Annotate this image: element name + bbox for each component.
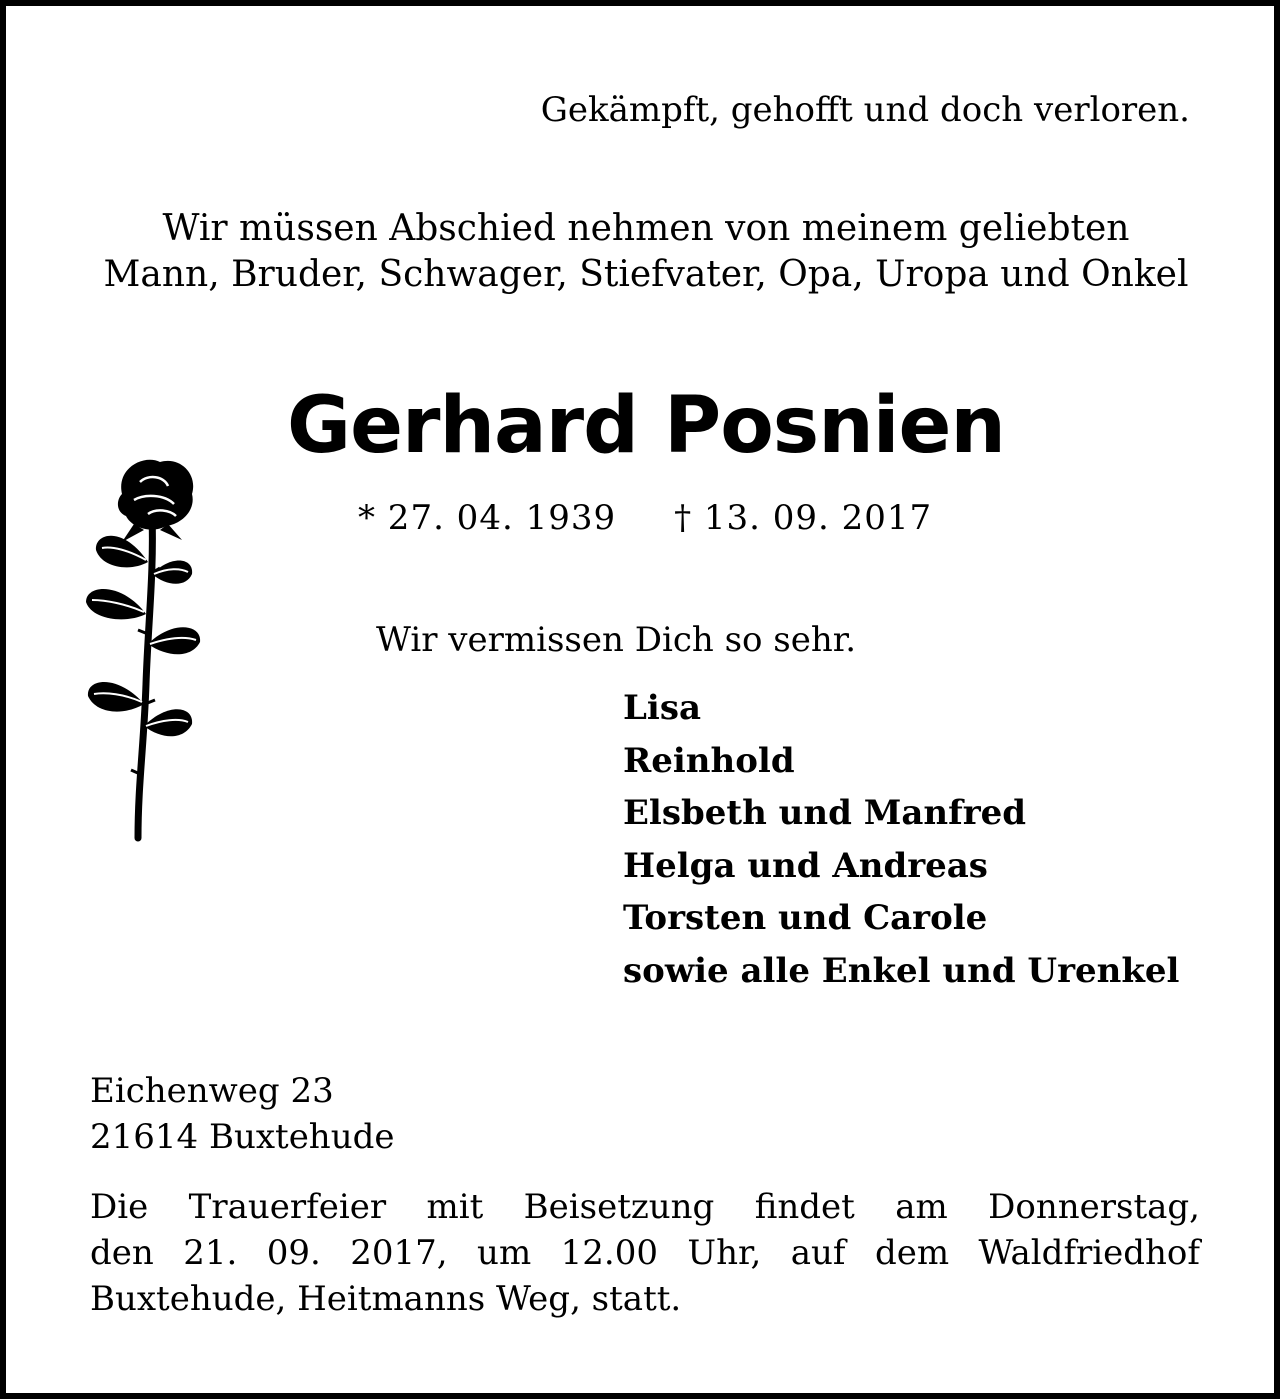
intro-line-1: Wir müssen Abschied nehmen von meinem geliebten	[162, 208, 1130, 249]
list-item: sowie alle Enkel und Urenkel	[623, 950, 1180, 991]
rose-icon	[82, 454, 208, 846]
address-city: 21614 Buxtehude	[90, 1117, 395, 1157]
farewell-intro	[86, 206, 1206, 298]
death-date: † 13. 09. 2017	[674, 498, 933, 538]
ceremony-line-1: Die Trauerfeier mit Beisetzung findet am Donnerstag,	[90, 1187, 1200, 1227]
address-street: Eichenweg 23	[90, 1071, 334, 1111]
list-item: Torsten und Carole	[623, 898, 988, 938]
address-block	[90, 1068, 395, 1160]
birth-date: * 27. 04. 1939	[358, 498, 617, 538]
life-dates	[358, 496, 932, 540]
deceased-name: Gerhard Posnien	[287, 381, 1005, 471]
ceremony-notice	[90, 1184, 1200, 1322]
miss-you-line: Wir vermissen Dich so sehr.	[376, 620, 857, 660]
mourners-list	[623, 682, 1179, 997]
list-item: Elsbeth und Manfred	[623, 793, 1027, 833]
ceremony-line-2: den 21. 09. 2017, um 12.00 Uhr, auf dem Waldfriedhof	[90, 1233, 1200, 1273]
list-item: Reinhold	[623, 740, 795, 781]
list-item: Helga und Andreas	[623, 845, 988, 886]
ceremony-line-3: Buxtehude, Heitmanns Weg, statt.	[90, 1279, 682, 1319]
intro-line-2: Mann, Bruder, Schwager, Stiefvater, Opa, Uropa und Onkel	[103, 254, 1189, 295]
list-item: Lisa	[623, 688, 701, 728]
motto-line: Gekämpft, gehofft und doch verloren.	[540, 90, 1190, 130]
